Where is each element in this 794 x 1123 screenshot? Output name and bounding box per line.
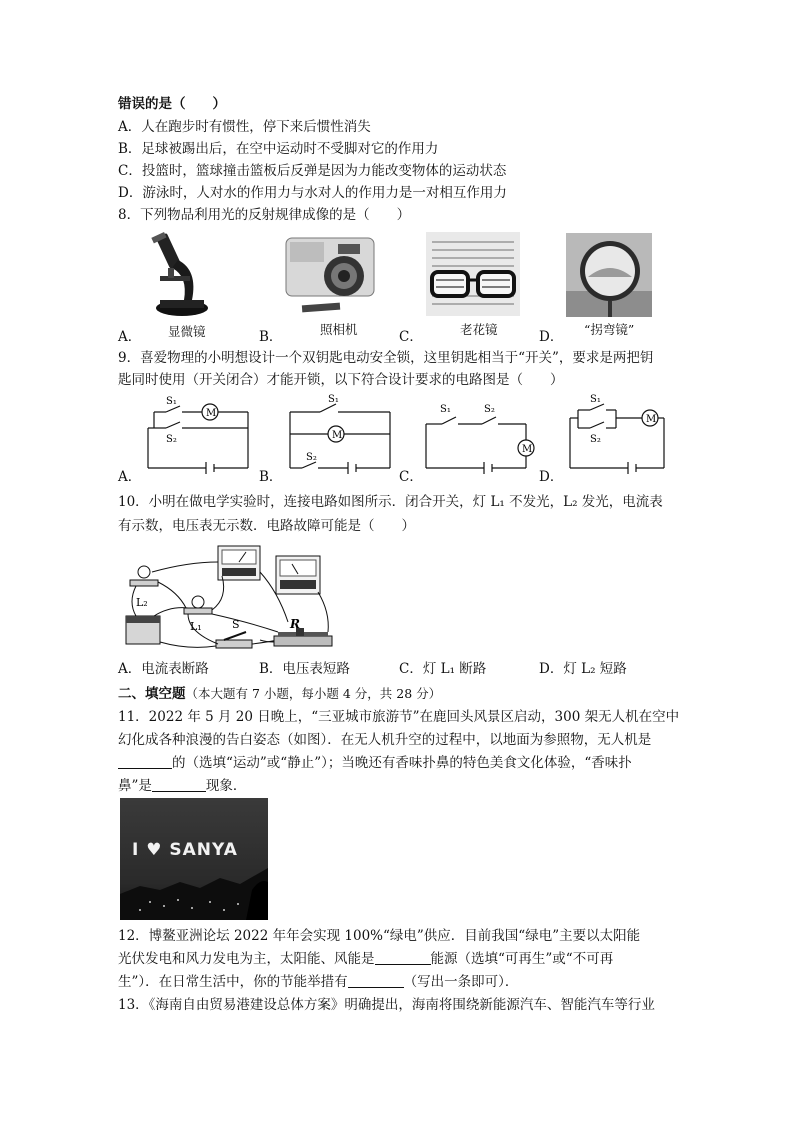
q8-label-d: D．: [539, 329, 564, 345]
fig-l2-label: L₂: [136, 596, 148, 609]
q12-blank-2[interactable]: [348, 973, 404, 988]
q9-label-d: D．: [539, 469, 564, 485]
q7-stem: 错误的是（ ）: [118, 96, 226, 112]
q7-option-b: B．足球被踢出后，在空中运动时不受脚对它的作用力: [118, 141, 439, 157]
q8-label-c: C．: [399, 329, 423, 345]
q7-option-c: C．投篮时，篮球撞击篮板后反弹是因为力能改变物体的运动状态: [118, 163, 507, 179]
circuit-a-s1-label: S₁: [166, 396, 177, 407]
q11-blank-2[interactable]: [152, 777, 206, 792]
fig-s-label: S: [232, 618, 240, 631]
q11-line-1: 11．2022 年 5 月 20 日晚上，“三亚城市旅游节”在鹿回头风景区启动，300 架无人机在空中: [118, 709, 680, 725]
circuit-b-s1-label: S₁: [328, 394, 339, 405]
q9-label-c: C．: [399, 469, 423, 485]
q9-label-a: A．: [118, 469, 142, 485]
circuit-a-motor-label: M: [206, 408, 217, 419]
q11-line-4: 鼻”是 现象．: [118, 778, 247, 794]
section-2-note: （本大题有 7 小题，每小题 4 分，共 28 分）: [185, 686, 442, 701]
q9-line-1: 9．喜爱物理的小明想设计一个双钥匙电动安全锁，这里钥匙相当于“开关”，要求是两把钥: [118, 350, 654, 366]
q10-line-1: 10．小明在做电学实验时，连接电路如图所示．闭合开关，灯 L₁ 不发光，L₂ 发光，电流表: [118, 494, 663, 510]
q10-option-d: D．灯 L₂ 短路: [539, 661, 627, 677]
circuit-c-motor-label: M: [522, 444, 533, 455]
q8-label-b: B．: [259, 329, 283, 345]
circuit-b-s2-label: S₂: [306, 452, 317, 463]
fig-r-label: R: [290, 617, 300, 631]
q11-blank-1[interactable]: [118, 754, 172, 769]
circuit-c-diagram: [422, 398, 542, 472]
camera-image: [284, 232, 376, 314]
q9-label-b: B．: [259, 469, 283, 485]
section-2-title: 二、填空题: [118, 686, 186, 702]
q7-option-a: A．人在跑步时有惯性，停下来后惯性消失: [118, 119, 371, 135]
circuit-b-motor-label: M: [332, 430, 343, 441]
circuit-c-s2-label: S₂: [484, 404, 495, 415]
q8-label-a: A．: [118, 329, 142, 345]
q11-line-3: 的（选填“运动”或“静止”）；当晚还有香味扑鼻的特色美食文化体验，“香味扑: [118, 753, 632, 773]
circuit-d-motor-label: M: [646, 414, 657, 425]
circuit-d-s2-label: S₂: [590, 434, 601, 445]
section-2-header: [118, 684, 441, 704]
circuit-d-s1-label: S₁: [590, 394, 601, 405]
q8-stem: 8．下列物品利用光的反射规律成像的是（ ）: [118, 207, 411, 223]
q12-line-1: 12．博鳌亚洲论坛 2022 年年会实现 100%“绿电”供应．目前我国“绿电”主要以太阳能: [118, 928, 641, 944]
q8-caption-a: 显微镜: [168, 324, 206, 339]
ammeter-rheostat-figure: [270, 552, 350, 658]
q13-line-1: 13．《海南自由贸易港建设总体方案》明确提出，海南将围绕新能源汽车、智能汽车等行业: [118, 997, 655, 1013]
q11-line-2: 幻化成各种浪漫的告白姿态（如图）．在无人机升空的过程中，以地面为参照物，无人机是: [118, 732, 652, 748]
q12-line-2: 光伏发电和风力发电为主，太阳能、风能是 能源（选填“可再生”或“不可再: [118, 951, 614, 967]
q7-option-d: D．游泳时，人对水的作用力与水对人的作用力是一对相互作用力: [118, 185, 507, 201]
convex-mirror-image: [566, 233, 652, 317]
q10-option-c: C．灯 L₁ 断路: [399, 661, 487, 677]
q12-blank-1[interactable]: [375, 950, 431, 965]
q8-caption-c: 老花镜: [460, 322, 498, 337]
microscope-image: [140, 230, 215, 320]
q8-caption-b: 照相机: [320, 322, 358, 337]
circuit-b-diagram: [286, 392, 396, 472]
reading-glasses-image: [426, 232, 520, 316]
q10-line-2: 有示数，电压表无示数．电路故障可能是（ ）: [118, 518, 415, 534]
q9-line-2: 匙同时使用（开关闭合）才能开锁，以下符合设计要求的电路图是（ ）: [118, 372, 564, 388]
q8-caption-d: “拐弯镜”: [584, 322, 635, 337]
q10-option-b: B．电压表短路: [259, 661, 350, 677]
q10-option-a: A．电流表断路: [118, 661, 209, 677]
fig-l1-label: L₁: [190, 620, 202, 633]
sanya-drone-show-photo: [120, 798, 268, 920]
circuit-a-diagram: [144, 392, 254, 472]
q12-line-3: 生”）．在日常生活中，你的节能举措有 （写出一条即可）．: [118, 974, 519, 990]
drone-show-text: I ♥ SANYA: [132, 840, 238, 860]
circuit-c-s1-label: S₁: [440, 404, 451, 415]
circuit-a-s2-label: S₂: [166, 434, 177, 445]
circuit-d-diagram: [566, 392, 676, 472]
